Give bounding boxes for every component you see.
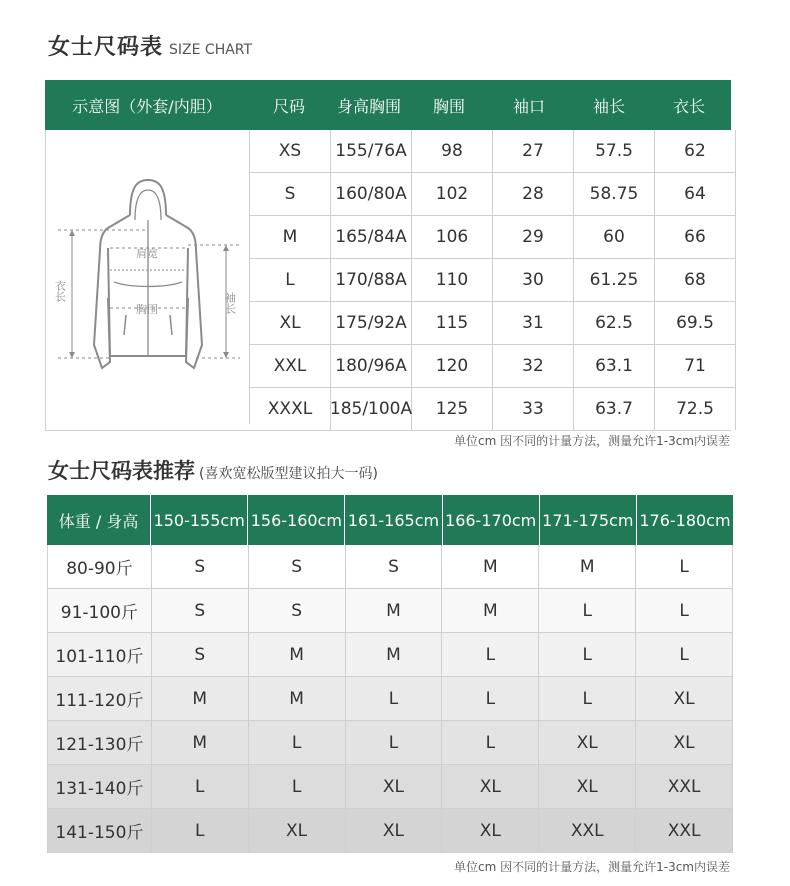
table-row: [250, 301, 736, 344]
cell-size: L: [250, 259, 331, 301]
diagram-label-shoulder: 肩宽: [136, 247, 158, 260]
measurement-note-bottom: 单位cm 因不同的计量方法，测量允许1-3cm内误差: [454, 860, 730, 874]
cell-chest: 110: [412, 259, 493, 301]
cell-size: XL: [636, 677, 733, 720]
cell-size: L: [152, 765, 249, 808]
cell-size: L: [636, 633, 733, 676]
cell-size: S: [152, 633, 249, 676]
cell-size: L: [249, 765, 346, 808]
cell-chest: 102: [412, 173, 493, 215]
size-chart-header: [45, 80, 731, 130]
cell-cuff: 31: [493, 302, 574, 344]
header-height-range: 161-165cm: [345, 495, 442, 545]
cell-size: L: [346, 677, 443, 720]
cell-size: L: [442, 721, 539, 764]
size-chart-rows: [250, 130, 736, 430]
table-row: [250, 387, 736, 430]
header-diagram: 示意图（外套/内胆）: [72, 96, 222, 116]
cell-size: L: [539, 589, 636, 632]
header-size: 尺码: [272, 96, 305, 116]
diagram-label-sleeve: 袖长: [223, 292, 237, 314]
cell-size: L: [249, 721, 346, 764]
cell-height-bust: 180/96A: [331, 345, 412, 387]
cell-sleeve: 63.1: [574, 345, 655, 387]
cell-size: L: [442, 677, 539, 720]
table-row: [250, 130, 736, 172]
cell-size: XXL: [539, 809, 636, 852]
recommend-title-text: 女士尺码表推荐: [48, 459, 195, 483]
size-chart-title-text: 女士尺码表: [48, 35, 164, 60]
cell-cuff: 33: [493, 388, 574, 430]
recommend-header: [47, 495, 733, 545]
header-height-bust: 身高胸围: [336, 96, 401, 116]
recommend-subtitle: (喜欢宽松版型建议拍大一码): [199, 466, 378, 482]
cell-size: L: [539, 677, 636, 720]
cell-size: M: [152, 677, 249, 720]
cell-size: S: [346, 545, 443, 588]
cell-size: M: [442, 545, 539, 588]
cell-size: M: [152, 721, 249, 764]
cell-length: 72.5: [655, 388, 736, 430]
cell-size: L: [346, 721, 443, 764]
jacket-icon: [46, 130, 249, 424]
cell-size: XS: [250, 130, 331, 172]
cell-sleeve: 62.5: [574, 302, 655, 344]
cell-weight: 121-130斤: [47, 721, 152, 764]
cell-sleeve: 61.25: [574, 259, 655, 301]
cell-size: XL: [249, 809, 346, 852]
recommend-table: [47, 495, 733, 853]
cell-sleeve: 60: [574, 216, 655, 258]
header-height-range: 166-170cm: [443, 495, 540, 545]
cell-height-bust: 155/76A: [331, 130, 412, 172]
cell-cuff: 30: [493, 259, 574, 301]
cell-size: XL: [442, 809, 539, 852]
cell-size: M: [442, 589, 539, 632]
cell-size: XL: [442, 765, 539, 808]
table-row: [47, 633, 733, 677]
cell-cuff: 29: [493, 216, 574, 258]
table-row: [250, 172, 736, 215]
cell-sleeve: 63.7: [574, 388, 655, 430]
cell-size: M: [346, 589, 443, 632]
cell-weight: 111-120斤: [47, 677, 152, 720]
jacket-diagram: [46, 130, 250, 424]
cell-size: M: [539, 545, 636, 588]
cell-weight: 101-110斤: [47, 633, 152, 676]
table-row: [250, 344, 736, 387]
cell-size: S: [152, 545, 249, 588]
cell-height-bust: 170/88A: [331, 259, 412, 301]
cell-size: S: [152, 589, 249, 632]
cell-length: 64: [655, 173, 736, 215]
cell-length: 66: [655, 216, 736, 258]
cell-size: L: [442, 633, 539, 676]
header-cuff: 袖口: [512, 96, 545, 116]
cell-cuff: 32: [493, 345, 574, 387]
cell-sleeve: 58.75: [574, 173, 655, 215]
table-row: [47, 589, 733, 633]
cell-size: L: [636, 589, 733, 632]
cell-chest: 115: [412, 302, 493, 344]
table-row: [47, 809, 733, 853]
cell-chest: 106: [412, 216, 493, 258]
cell-size: M: [249, 677, 346, 720]
size-chart-table: [45, 80, 731, 431]
size-chart-subtitle: SIZE CHART: [169, 42, 253, 58]
cell-weight: 80-90斤: [47, 545, 152, 588]
cell-length: 71: [655, 345, 736, 387]
header-height-range: 150-155cm: [151, 495, 248, 545]
table-row: [47, 721, 733, 765]
cell-length: 69.5: [655, 302, 736, 344]
cell-size: S: [249, 545, 346, 588]
cell-height-bust: 165/84A: [331, 216, 412, 258]
cell-size: XL: [539, 765, 636, 808]
header-chest: 胸围: [432, 96, 465, 116]
cell-length: 68: [655, 259, 736, 301]
cell-size: L: [152, 809, 249, 852]
cell-size: XL: [250, 302, 331, 344]
table-row: [250, 215, 736, 258]
cell-chest: 125: [412, 388, 493, 430]
cell-height-bust: 185/100A: [331, 388, 412, 430]
cell-size: M: [346, 633, 443, 676]
cell-height-bust: 175/92A: [331, 302, 412, 344]
measurement-note: 单位cm 因不同的计量方法，测量允许1-3cm内误差: [454, 434, 730, 448]
cell-size: S: [249, 589, 346, 632]
cell-height-bust: 160/80A: [331, 173, 412, 215]
header-length: 衣长: [672, 96, 705, 116]
recommend-rows: [47, 545, 733, 853]
cell-cuff: 28: [493, 173, 574, 215]
cell-weight: 141-150斤: [47, 809, 152, 852]
cell-weight: 131-140斤: [47, 765, 152, 808]
table-row: [47, 545, 733, 589]
cell-size: XL: [636, 721, 733, 764]
cell-size: XXL: [636, 765, 733, 808]
diagram-label-length: 衣长: [53, 280, 67, 302]
recommend-title: [48, 455, 378, 485]
cell-size: XXL: [636, 809, 733, 852]
header-weight-height: 体重 / 身高: [47, 495, 151, 545]
cell-size: XL: [346, 809, 443, 852]
diagram-label-chest: 胸围: [136, 303, 158, 316]
cell-size: XL: [539, 721, 636, 764]
cell-size: M: [250, 216, 331, 258]
cell-size: S: [250, 173, 331, 215]
table-row: [47, 765, 733, 809]
cell-size: XL: [346, 765, 443, 808]
size-chart-title: [48, 30, 252, 61]
cell-chest: 120: [412, 345, 493, 387]
table-row: [250, 258, 736, 301]
cell-size: L: [636, 545, 733, 588]
header-sleeve: 袖长: [592, 96, 625, 116]
header-height-range: 156-160cm: [248, 495, 345, 545]
table-row: [47, 677, 733, 721]
cell-weight: 91-100斤: [47, 589, 152, 632]
cell-size: L: [539, 633, 636, 676]
cell-length: 62: [655, 130, 736, 172]
header-height-range: 171-175cm: [540, 495, 637, 545]
cell-chest: 98: [412, 130, 493, 172]
cell-sleeve: 57.5: [574, 130, 655, 172]
cell-size: M: [249, 633, 346, 676]
header-height-range: 176-180cm: [639, 510, 731, 530]
cell-size: XXL: [250, 345, 331, 387]
cell-size: XXXL: [250, 388, 331, 430]
cell-cuff: 27: [493, 130, 574, 172]
